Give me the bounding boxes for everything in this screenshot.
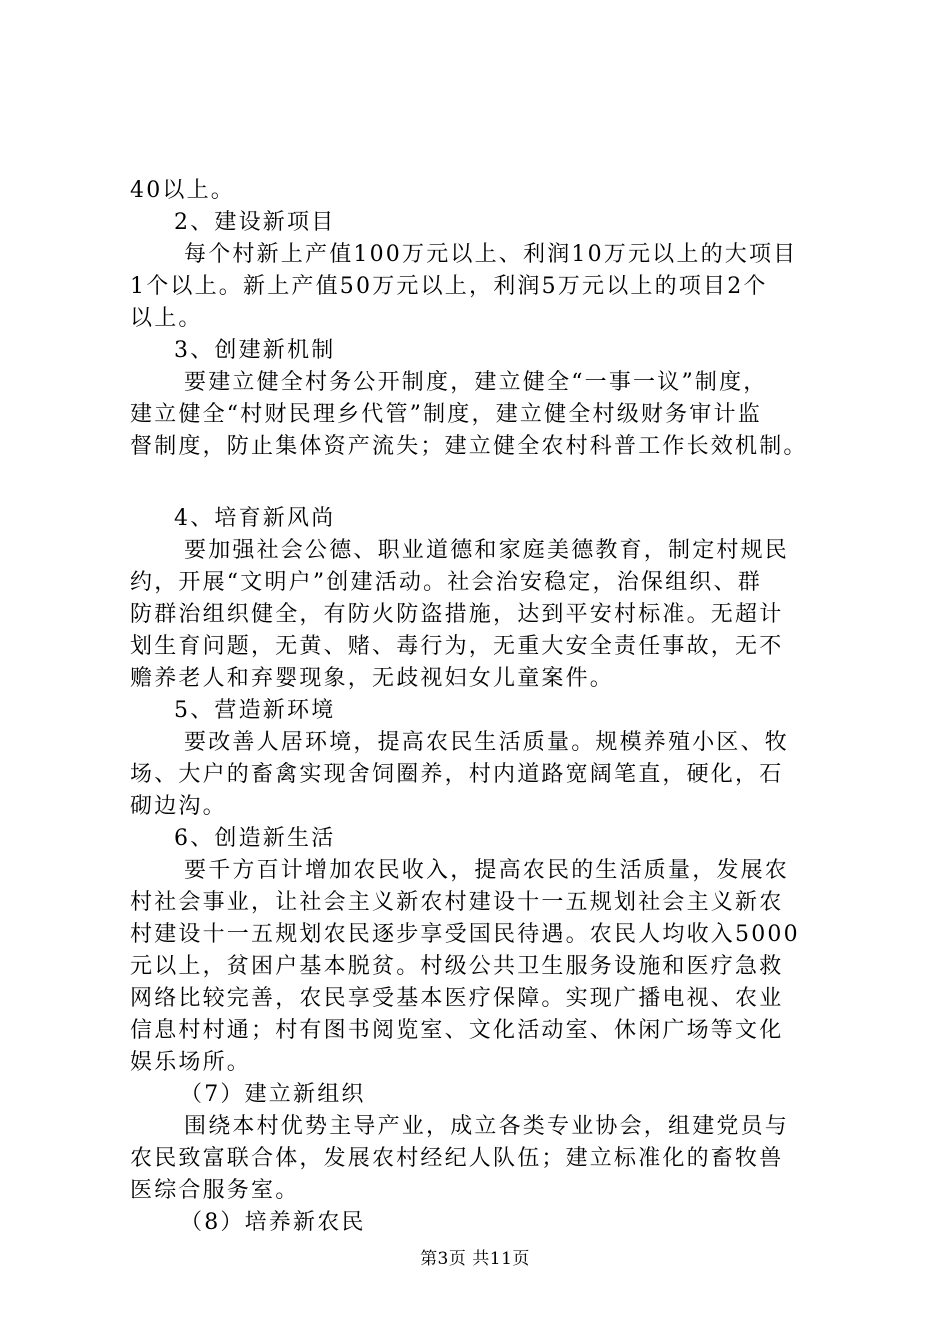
text-line: 场、大户的畜禽实现舍饲圈养，村内道路宽阔笔直，硬化，石	[130, 762, 784, 787]
text-line: 每个村新上产值100万元以上、利润10万元以上的大项目	[184, 242, 798, 267]
section-heading-2: 2、建设新项目	[174, 210, 336, 235]
document-body	[130, 175, 835, 1239]
text-line: 划生育问题，无黄、赌、毒行为，无重大安全责任事故，无不	[130, 634, 784, 659]
text-line: 防群治组织健全，有防火防盗措施，达到平安村标准。无超计	[130, 602, 784, 627]
text-line: 娱乐场所。	[130, 1050, 252, 1075]
text-line: 信息村村通；村有图书阅览室、文化活动室、休闲广场等文化	[130, 1018, 784, 1043]
text-line: 建立健全“村财民理乡代管”制度，建立健全村级财务审计监	[130, 402, 762, 427]
page-number-footer: 第3页 共11页	[420, 1249, 530, 1269]
text-line: 要改善人居环境，提高农民生活质量。规模养殖小区、牧	[184, 730, 790, 755]
text-line: 村社会事业，让社会主义新农村建设十一五规划社会主义新农	[130, 890, 784, 915]
text-line: 村建设十一五规划农民逐步享受国民待遇。农民人均收入5000	[130, 922, 800, 947]
text-line: 约，开展“文明户”创建活动。社会治安稳定，治保组织、群	[130, 570, 762, 595]
text-line: 农民致富联合体，发展农村经纪人队伍；建立标准化的畜牧兽	[130, 1146, 784, 1171]
section-heading-8: （8）培养新农民	[180, 1210, 366, 1235]
section-heading-3: 3、创建新机制	[174, 338, 336, 363]
section-heading-6: 6、创造新生活	[174, 826, 336, 851]
section-heading-4: 4、培育新风尚	[174, 506, 336, 531]
text-line: 要建立健全村务公开制度，建立健全“一事一议”制度，	[184, 370, 768, 395]
section-heading-5: 5、营造新环境	[174, 698, 336, 723]
text-line: 以上。	[130, 306, 203, 331]
text-line: 网络比较完善，农民享受基本医疗保障。实现广播电视、农业	[130, 986, 784, 1011]
text-line: 要加强社会公德、职业道德和家庭美德教育，制定村规民	[184, 538, 790, 563]
text-line: 赡养老人和弃婴现象，无歧视妇女儿童案件。	[130, 666, 615, 691]
text-line: 1个以上。新上产值50万元以上，利润5万元以上的项目2个	[130, 274, 768, 299]
text-line: 元以上，贫困户基本脱贫。村级公共卫生服务设施和医疗急救	[130, 954, 784, 979]
text-line: 医综合服务室。	[130, 1178, 300, 1203]
section-heading-7: （7）建立新组织	[180, 1082, 366, 1107]
text-line: 要千方百计增加农民收入，提高农民的生活质量，发展农	[184, 858, 790, 883]
text-line: 督制度，防止集体资产流失；建立健全农村科普工作长效机制。	[130, 434, 808, 459]
text-line: 砌边沟。	[130, 794, 227, 819]
text-line: 40以上。	[130, 178, 235, 203]
text-line: 围绕本村优势主导产业，成立各类专业协会，组建党员与	[184, 1114, 790, 1139]
